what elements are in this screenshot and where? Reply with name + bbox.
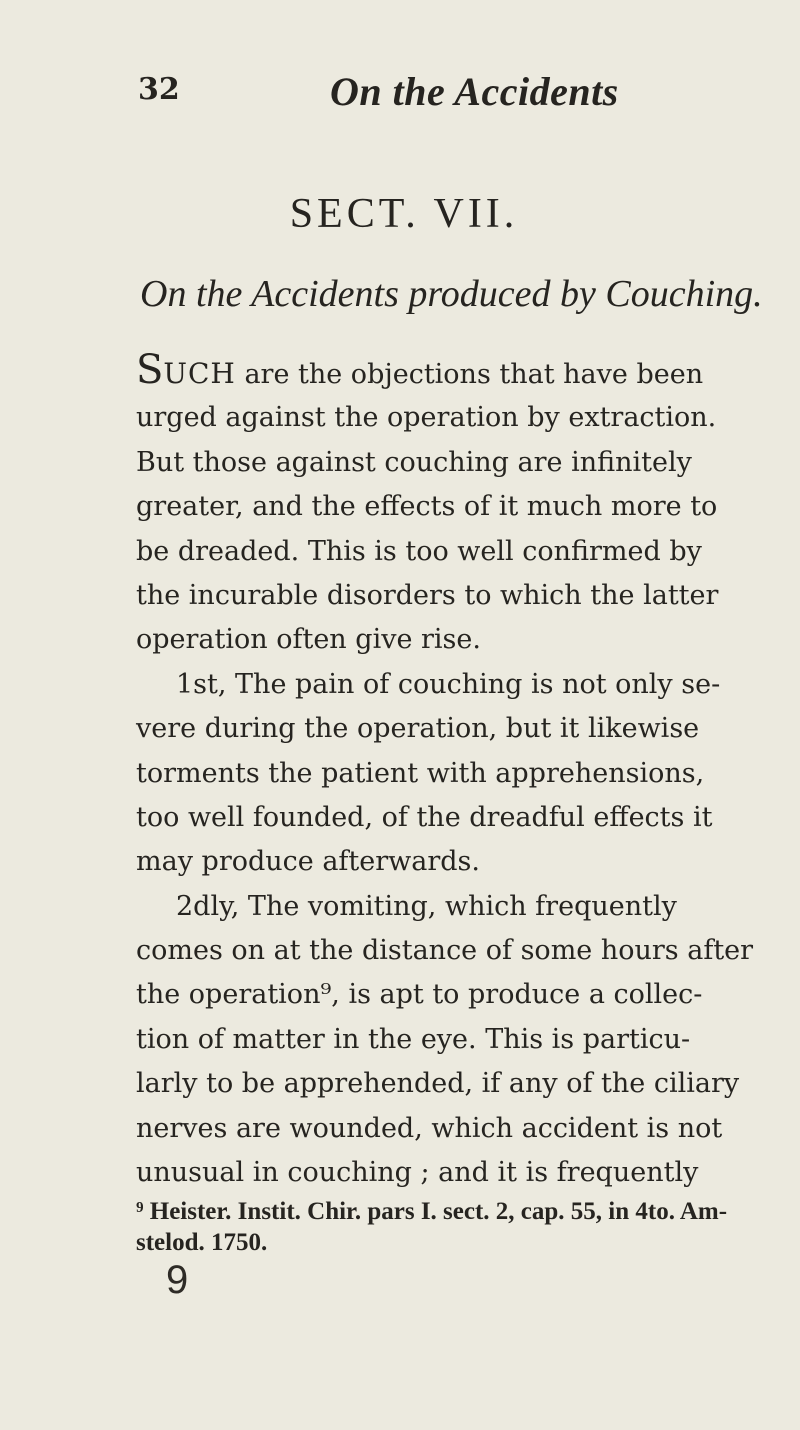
body-line: urged against the operation by extraction. <box>136 402 717 434</box>
body-line: be dreaded. This is too well confirmed by <box>136 535 702 567</box>
body-line: unusual in couching ; and it is frequently <box>136 1157 699 1189</box>
body-line: the incurable disorders to which the latter <box>136 579 719 611</box>
body-line: comes on at the distance of some hours after <box>136 935 754 967</box>
footnote-line: stelod. 1750. <box>136 1229 268 1256</box>
body-line-text: are the objections that have been <box>235 359 704 390</box>
body-line: operation often give rise. <box>136 624 481 656</box>
running-head <box>0 69 800 132</box>
body-line: nerves are wounded, which accident is not <box>136 1112 723 1144</box>
body-text <box>136 347 796 1195</box>
footnote-line: ⁹ Heister. Instit. Chir. pars I. sect. 2, cap. 55, in 4to. Am- <box>136 1198 728 1225</box>
dropcap: S <box>136 347 164 393</box>
body-line: vere during the operation, but it likewise <box>136 713 700 745</box>
footnote <box>136 1196 796 1258</box>
signature-mark: 9 <box>166 1258 189 1302</box>
body-line: tion of matter in the eye. This is particu- <box>136 1023 691 1055</box>
running-title: On the Accidents <box>330 69 619 114</box>
smallcaps-word: UCH <box>163 357 236 390</box>
body-line: larly to be apprehended, if any of the ciliary <box>136 1068 740 1100</box>
body-line: But those against couching are infinitely <box>136 446 692 478</box>
body-line: too well founded, of the dreadful effects it <box>136 801 713 833</box>
body-line: torments the patient with apprehensions, <box>136 757 705 789</box>
body-line: 1st, The pain of couching is not only se- <box>176 668 721 700</box>
section-subtitle: On the Accidents produced by Couching. <box>140 273 763 315</box>
body-line: greater, and the effects of it much more to <box>136 491 718 523</box>
body-line: may produce afterwards. <box>136 846 480 878</box>
body-line: the operation⁹, is apt to produce a collec- <box>136 979 703 1011</box>
page-number: 32 <box>138 72 180 107</box>
section-heading: SECT. VII. <box>289 191 519 237</box>
body-line <box>136 347 796 396</box>
body-line: 2dly, The vomiting, which frequently <box>176 890 677 922</box>
